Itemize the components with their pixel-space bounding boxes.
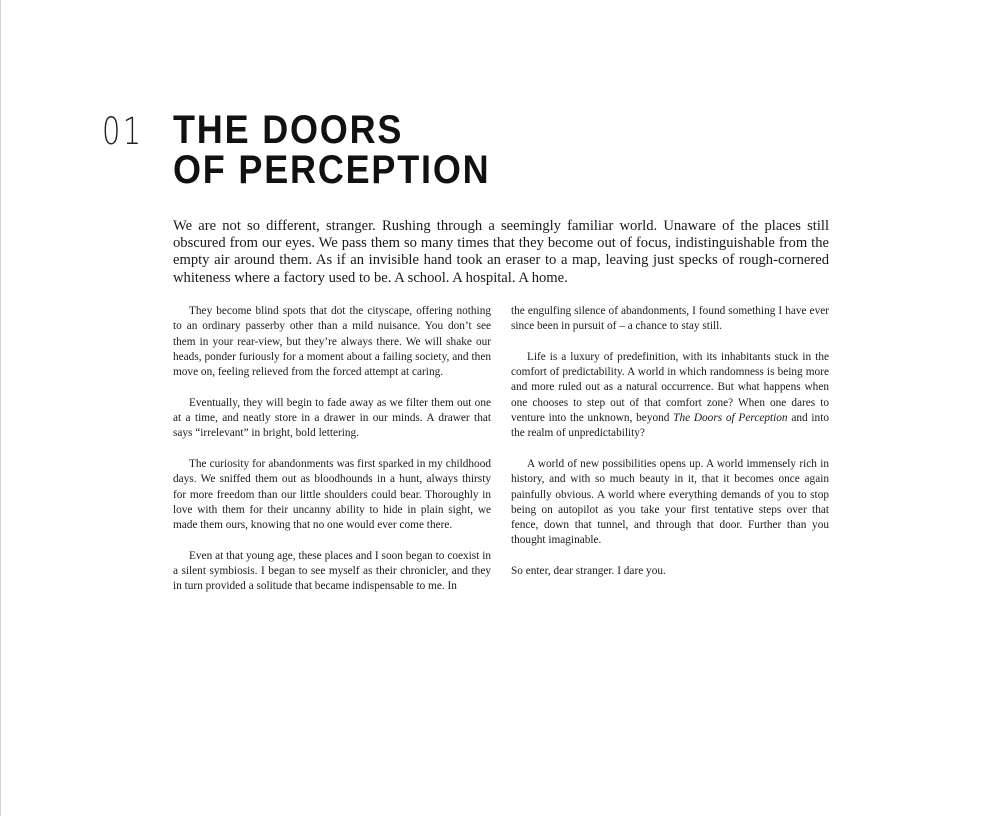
body-paragraph: The curiosity for abandonments was first sparked in my childhood days. We sniffed them out as bloodhounds in a hunt, always thirsty for more freedom than our little shoulders could bear. Thoroughly in love with them for their uncanny ability to hide in plain sight, we made them ours, knowing that no one would ever come there. [173, 457, 491, 532]
body-text: Life is a luxury of predefinition, with its inhabitants stuck in the comfort of predictability. A world in which randomness is being more and more ruled out as a natural occurrence. But what happens when one chooses to step out of that comfort zone? When one dares to venture into the unknown, beyond [511, 350, 829, 425]
book-title-reference: The Doors of Perception [673, 412, 788, 425]
body-paragraph: Even at that young age, these places and I soon began to coexist in a silent symbiosis. I began to see myself as their chronicler, and they in turn provided a solitude that became indispensable to me. In [173, 549, 491, 593]
body-paragraph: A world of new possibilities opens up. A world immensely rich in history, and with so much beauty in it, that it becomes once again painfully obvious. A world where everything demands of you to stop being on autopilot as you take your first tentative steps over that fence, down that tunnel, and through that door. Further than you thought imaginable. [511, 457, 829, 547]
chapter-title [173, 110, 490, 190]
chapter-title-line-2: OF PERCEPTION [173, 148, 491, 192]
body-paragraph-continuation: the engulfing silence of abandonments, I found something I have ever since been in pursuit of – a chance to stay still. [511, 305, 829, 333]
closing-line: So enter, dear stranger. I dare you. [511, 565, 666, 578]
body-column-right [511, 304, 829, 579]
body-paragraph: Eventually, they will begin to fade away as we filter them out one at a time, and neatly store in a drawer in our minds. A drawer that says “irrelevant” in bright, bold lettering. [173, 396, 491, 440]
body-column-left [173, 304, 491, 595]
body-paragraph: They become blind spots that dot the cityscape, offering nothing to an ordinary passerby other than a mild nuisance. You don’t see them in your rear-view, but they’re always there. We will shake our heads, ponder furiously for a moment about a failing society, and then move on, feeling relieved from the forced attempt at caring. [173, 305, 491, 379]
page-edge [0, 0, 1, 816]
lead-paragraph: We are not so different, stranger. Rushing through a seemingly familiar world. Unaware of the places still obscured from our eyes. We pass them so many times that they become out of focus, indistinguishable from the empty air around them. As if an invisible hand took an eraser to a map, leaving just specks of rough-cornered whiteness where a factory used to be. A school. A hospital. A home. [173, 218, 829, 286]
body-paragraph [511, 350, 829, 442]
chapter-title-line-1: THE DOORS [173, 108, 404, 152]
chapter-number: 01 [102, 110, 144, 153]
body-text: and into the realm of unpredictability? [511, 412, 829, 440]
